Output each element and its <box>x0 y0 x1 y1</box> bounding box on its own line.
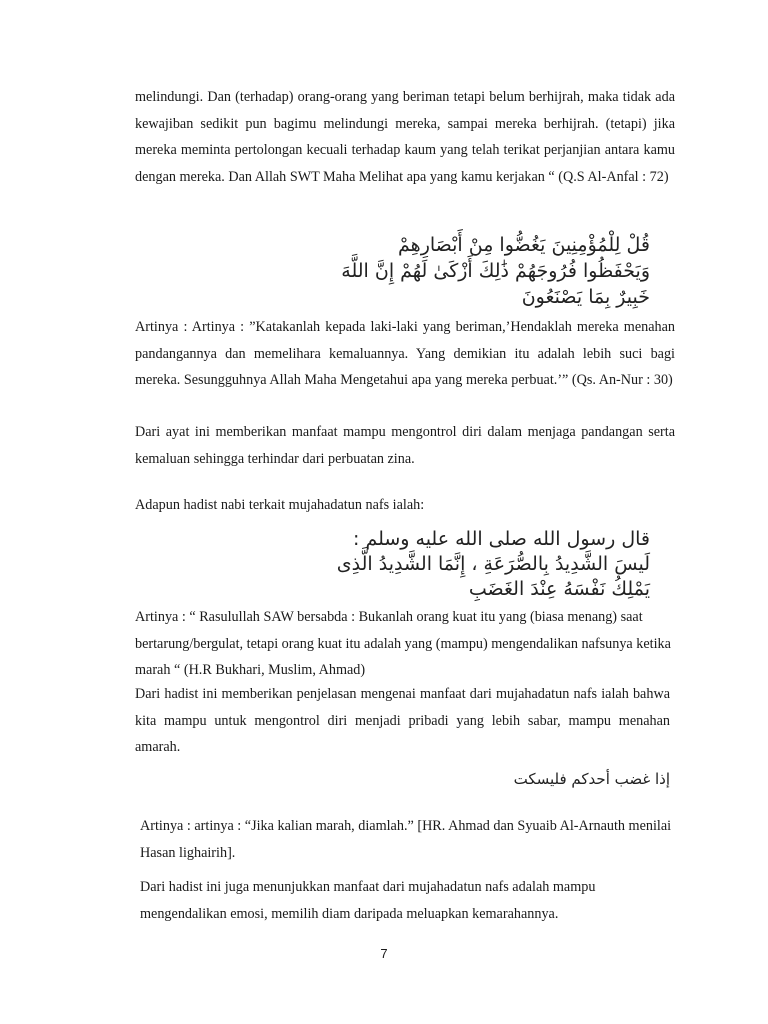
text-paragraph-hadith-benefit: Dari hadist ini memberikan penjelasan mengenai manfaat dari mujahadatun nafs ialah bahwa kita mampu untuk mengontrol diri menjadi pribadi yang lebih sabar, mampu menahan amarah. <box>135 686 670 755</box>
arabic-hadith-line: يَمْلِكُ نَفْسَهُ عِنْدَ الغَضَبِ <box>468 578 650 600</box>
arabic-verse-line: قُلْ لِلْمُؤْمِنِينَ يَغُضُّوا مِنْ أَبْصَارِهِمْ <box>398 234 650 256</box>
page-number: 7 <box>380 946 388 961</box>
arabic-hadith-line: إذا غضب أحدكم فليسكت <box>513 770 670 788</box>
arabic-hadith-line: قال رسول الله صلى الله عليه وسلم : <box>353 528 650 550</box>
text-paragraph-anfal: melindungi. Dan (terhadap) orang-orang yang beriman tetapi belum berhijrah, maka tidak ada kewajiban sedikit pun bagimu melindungi mereka, sampai mereka berhijrah. (tetapi) jika mereka meminta pertolongan kecuali terhadap kaum yang telah terikat perjanjian antara kamu dengan mereka. Dan Allah SWT Maha Melihat apa yang kamu kerjakan “ (Q.S Al-Anfal : 72) <box>135 89 675 185</box>
text-paragraph-hadith-intro: Adapun hadist nabi terkait mujahadatun nafs ialah: <box>135 497 425 513</box>
arabic-verse-line: وَيَحْفَظُوا فُرُوجَهُمْ ذَٰلِكَ أَزْكَىٰ لَهُمْ إِنَّ اللَّهَ <box>341 260 650 282</box>
arabic-hadith-line: لَيسَ الشَّدِيدُ بِالصُّرَعَةِ ، إِنَّمَا الشَّدِيدُ الَّذِى <box>336 553 650 575</box>
text-paragraph-verse-translation: Artinya : Artinya : ”Katakanlah kepada laki-laki yang beriman,’Hendaklah mereka menahan pandangannya dan memelihara kemaluannya. Yang demikian itu adalah lebih suci bagi mereka. Sesungguhnya Allah Maha Mengetahui apa yang mereka perbuat.’” (Qs. An-Nur : 30) <box>135 319 675 388</box>
arabic-hadith-silence <box>440 768 670 790</box>
text-paragraph-silence-benefit: Dari hadist ini juga menunjukkan manfaat dari mujahadatun nafs adalah mampu mengendalikan emosi, memilih diam daripada meluapkan kemarahannya. <box>140 879 596 922</box>
arabic-verse-line: خَبِيرٌ بِمَا يَصْنَعُونَ <box>521 286 650 308</box>
arabic-hadith-strong-person <box>300 527 650 602</box>
text-paragraph-hadith-translation: Artinya : “ Rasulullah SAW bersabda : Bukanlah orang kuat itu yang (biasa menang) saat bertarung/bergulat, tetapi orang kuat itu adalah yang (mampu) mengendalikan nafsunya ketika marah “ (H.R Bukhari, Muslim, Ahmad) <box>135 609 671 678</box>
arabic-verse-an-nur <box>341 232 650 310</box>
text-paragraph-verse-benefit: Dari ayat ini memberikan manfaat mampu mengontrol diri dalam menjaga pandangan serta kemaluan sehingga terhindar dari perbuatan zina. <box>135 424 675 467</box>
text-paragraph-silence-translation: Artinya : artinya : “Jika kalian marah, diamlah.” [HR. Ahmad dan Syuaib Al-Arnauth menilai Hasan lighairih]. <box>140 818 672 861</box>
